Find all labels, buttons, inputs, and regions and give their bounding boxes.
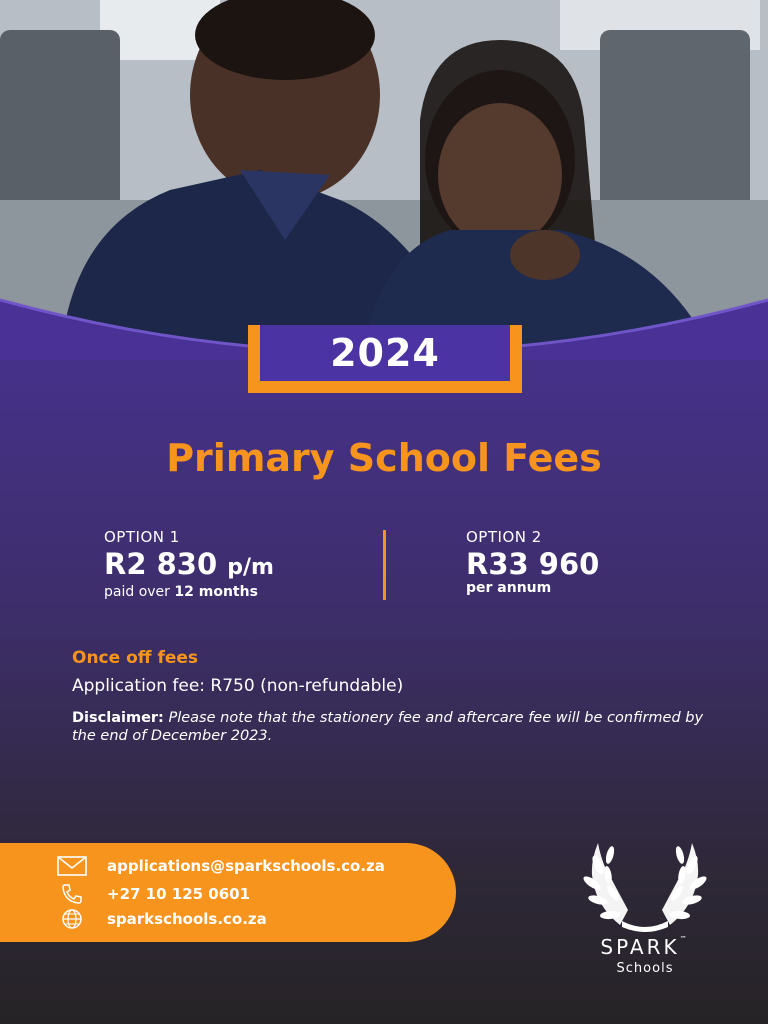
contact-phone[interactable] xyxy=(56,883,250,905)
logo-subtitle: Schools xyxy=(616,961,674,976)
purple-curve xyxy=(0,0,768,360)
spark-schools-logo xyxy=(580,835,710,985)
option-2-price: R33 960 xyxy=(466,547,600,581)
once-off-heading: Once off fees xyxy=(72,648,199,668)
envelope-icon xyxy=(56,855,88,877)
logo-wordmark: SPARK™ xyxy=(600,935,690,959)
phone-icon xyxy=(56,883,88,905)
application-fee: Application fee: R750 (non-refundable) xyxy=(72,676,404,696)
option-1 xyxy=(104,528,274,600)
email-link[interactable]: applications@sparkschools.co.za xyxy=(107,857,385,875)
laurel-wreath-icon xyxy=(580,835,710,935)
option-2 xyxy=(466,528,599,596)
contact-panel xyxy=(0,843,456,942)
globe-icon xyxy=(56,908,88,930)
hero-photo xyxy=(0,0,768,360)
option-1-price: R2 830 p/m xyxy=(104,547,274,581)
option-2-terms: per annum xyxy=(466,580,552,596)
option-2-label: OPTION 2 xyxy=(466,528,542,546)
website-link[interactable]: sparkschools.co.za xyxy=(107,910,267,928)
option-1-terms: paid over 12 months xyxy=(104,584,258,600)
year-badge xyxy=(260,325,522,393)
contact-email[interactable] xyxy=(56,855,385,877)
disclaimer: Disclaimer: Please note that the stationery fee and aftercare fee will be confirmed by the end of December 2023. xyxy=(72,710,704,744)
phone-link[interactable]: +27 10 125 0601 xyxy=(107,885,251,903)
contact-website[interactable] xyxy=(56,908,267,930)
year-text: 2024 xyxy=(330,331,440,375)
options-divider xyxy=(383,530,386,600)
option-1-label: OPTION 1 xyxy=(104,528,180,546)
page-title: Primary School Fees xyxy=(166,436,602,480)
option-1-unit: p/m xyxy=(227,555,274,580)
